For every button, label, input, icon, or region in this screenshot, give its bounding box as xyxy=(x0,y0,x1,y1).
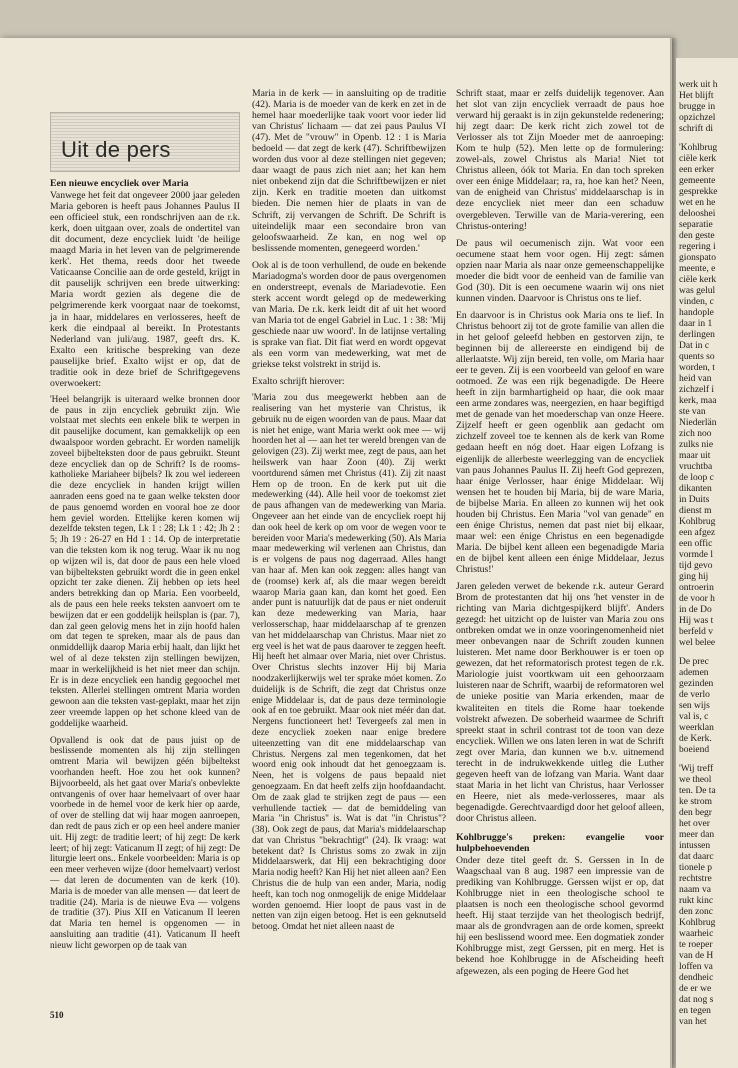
paragraph: Onder deze titel geeft dr. S. Gerssen in In de Waagschaal van 8 aug. 1987 een impressie van de prediking van Kohlbrugge. Gerssen wijst er op, dat Kohlbrugge niet in een theologische school te plaatsen is noch een theologische school gevormd heeft. Hij staat terzijde van het theologisch bedrijf, maar als de grondvragen aan de orde komen, spreekt hij een beslissend woord mee. Een dogmatiek zonder Kohlbrugge mist, zegt Gerssen, pit en merg. Het is bekend hoe Kohlbrugge in de Afscheiding heeft afgewezen, als een poging de Heere God het xyxy=(456,855,664,977)
fragment-line: een erker xyxy=(679,165,715,175)
fragment-line: meente, e xyxy=(679,264,716,274)
section-banner xyxy=(50,112,240,172)
fragment-line: het over xyxy=(679,819,710,829)
fragment-line: val is, c xyxy=(679,712,709,722)
fragment-line: was gelul xyxy=(679,286,716,296)
fragment-line: den geste xyxy=(679,231,715,241)
fragment-line xyxy=(679,135,737,143)
fragment-line: den zonc xyxy=(679,907,714,917)
paragraph: En daarvoor is in Christus ook Maria ons te lief. In Christus behoort zij tot de grote familie van allen die in het geloof geleefd hebben en gestorven zijn, te beginnen bij de allereerste en eindigend bij de allerlaatste. Wij zijn bereid, ten volle, om Maria haar eer te geven. Zij is een voorbeeld van geloof en ware ootmoed. Ze was een rijk begenadigde. De Heere heeft in zijn barmhartigheid op haar, die ook maar een arme zondares was, neergezien, en haar begiftigd met de genade van het moederschap van onze Heere. Zijzelf heeft er geen ogenblik aan gedacht om zichzelf zoveel toe te kennen als de kerk van Rome gedaan heeft en nóg doet. Haar eigen Lofzang is eigenlijk de allerbeste weerlegging van de encycliek van paus Johannes Paulus II. Zij heeft God geprezen, haar énige Verlosser, haar énige Middelaar. Wij wensen het te houden bij Maria, bij de ware Maria, de bijbelse Maria. En alleen zo kunnen wij het ook houden bij Christus. Een Maria "vol van genade" en een énige Christus, nemen dat past niet bij elkaar, maar wel: een énige Christus en een begenadigde Maria. De bijbel kent alleen een begenadigde Maria en de bijbel kent alleen een énige Middelaar, Jezus Christus!' xyxy=(456,309,664,575)
article-heading: Een nieuwe encycliek over Maria xyxy=(50,178,189,189)
fragment-line: van het xyxy=(679,1017,707,1027)
column-3 xyxy=(456,88,664,1040)
paragraph: Exalto schrijft hierover: xyxy=(252,376,345,388)
fragment-line: in Duits xyxy=(679,495,710,505)
fragment-line: den begr xyxy=(679,808,712,818)
fragment-line: van de H xyxy=(679,951,714,961)
fragment-line: 'Wij treff xyxy=(679,764,714,774)
fragment-line: separatie xyxy=(679,220,713,230)
fragment-line: quents so xyxy=(679,352,715,362)
fragment-line: Kohlbrug xyxy=(679,517,716,527)
fragment-line: delooshei xyxy=(679,209,716,219)
paragraph: Maria in de kerk — in aansluiting op de traditie (42). Maria is de moeder van de kerk en zet in de hemel haar moederlijke taak voort voor ieder lid van Christus' lichaam — dat zei paus Paulus VI (47). Met de "vrouw" in Openb. 12 : 1 is Maria bedoeld — dat zegt de kerk (47). Schriftbewijzen worden dus voor al deze stellingen niet gegeven; daar waagt de paus zich niet aan; het kan hem niet onbekend zijn dat die Schriftbewijzen er niet zijn. Kerk en traditie moeten dan uitkomst bieden. Die nemen hier de plaats in van de Schrift, zij vervangen de Schrift. De Schrift is uiteindelijk maar een secondaire bron van geloofswaarheid. Ze kan, en nog wel op beslissende momenten, genegeerd worden.' xyxy=(252,88,446,254)
fragment-line: tijd gevo xyxy=(679,561,713,571)
paragraph: Jaren geleden verwet de bekende r.k. auteur Gerard Brom de protestanten dat hij ons 'het venster in de richting van Maria dichtgespijkerd blijft'. Anders gezegd: het uitzicht op de luister van Maria zou ons ontbreken omdat we in onze vooringenomenheid niet meer onbevangen naar de Schrift zouden kunnen luisteren. Met name door Berkhouwer is er toen op gewezen, dat het reformatorisch protest tegen de r.k. Mariologie juist voortkwam uit een gehoorzaam luisteren naar de Schrift, waarbij de reformatoren wel de unieke positie van Maria erkenden, maar de kwaliteiten en titels die Rome haar toekende volstrekt afwezen. De soberheid waarmee de Schrift spreekt staat in schril contrast tot de toon van deze encycliek. Willen we ons laten leren in wat de Schrift zegt over Maria, dan kunnen we b.v. uitnemend terecht in de indrukwekkende uitleg die Luther gegeven heeft van de lofzang van Maria. Want daar staat Maria in het licht van Christus, haar Verlosser en Heere, niet als mede-verlosseres, maar als begenadigde. Gerechtvaardigd door het geloof alleen, door Christus alleen. xyxy=(456,581,664,824)
fragment-line: gemeente xyxy=(679,176,716,186)
page-number: 510 xyxy=(50,1010,64,1020)
fragment-line: gezinden xyxy=(679,679,714,689)
paragraph: Schrift staat, maar er zelfs duidelijk tegenover. Aan het slot van zijn encycliek verraadt de paus hoe verward hij geraakt is in zijn gekunstelde redenering; hij zegt daar: De kerk richt zich zowel tot de Verlosser als tot Zijn Moeder met de aanroeping: Kom te hulp (52). Men lette op de formulering: zowel-als, zowel Christus als Maria! Niet tot Christus alleen, óók tot Maria. En dan toch spreken over een énige Middelaar; ra, ra, hoe kan het? Neen, van de enigheid van Christus' middelaarschap is in deze encycliek niet meer dan een schaduw overgebleven. Terwille van de Maria-verering, een Christus-ontering! xyxy=(456,88,664,232)
column-3-article-2 xyxy=(456,855,664,977)
fragment-line xyxy=(679,756,737,764)
fragment-line: we theol xyxy=(679,775,712,785)
fragment-line: Hij was t xyxy=(679,616,714,626)
column-1-body xyxy=(50,190,240,389)
fragment-line: een offic xyxy=(679,539,713,549)
fragment-line: ciële kerk xyxy=(679,275,717,285)
fragment-line: ademen xyxy=(679,668,709,678)
fragment-line: zich noo xyxy=(679,429,712,439)
paragraph: Opvallend is ook dat de paus juist op de beslissende momenten als hij zijn stellingen omtrent Maria wil bewijzen géén bijbeltekst voorhanden heeft. Hoe zou het ook kunnen? Bijvoorbeeld, als het gaat over Maria's onbevlekte ontvangenis of over haar hemelvaart of over haar voorbede in de hemel voor de kerk hier op aarde, of over de stelling dat wij haar mogen aanroepen, dan redt de paus zich er op een heel andere manier uit. Hij zegt: de traditie leert; of hij zegt: De kerk leert; of hij zegt: Vaticanum II zegt; of hij zegt: De liturgie leert ons.. Enkele voorbeelden: Maria is op een meer verheven wijze (door hemelvaart) verlost — dat leren de documenten van de kerk (10). Maria is de moeder van alle mensen — dat leert de traditie (24). Maria is de nieuwe Eva — volgens de traditie (37). Pius XII en Vaticanum II leeren dat Maria ten hemel is opgenomen — in aansluiting aan traditie (41). Vaticanum II heeft nieuw licht geworpen op de taak van xyxy=(50,735,240,951)
fragment-line: en tegen xyxy=(679,1006,711,1016)
fragment-line: worden, t xyxy=(679,363,715,373)
fragment-line: handople xyxy=(679,308,714,318)
column-1-quote xyxy=(50,395,240,952)
fragment-line: ciële kerk xyxy=(679,154,717,164)
right-page xyxy=(676,58,738,1068)
fragment-line: ke strom xyxy=(679,797,712,807)
fragment-line: de er we xyxy=(679,984,712,994)
fragment-line: werk uit h xyxy=(679,80,718,90)
fragment-line: Dat in c xyxy=(679,341,710,351)
fragment-line: de verlo xyxy=(679,690,710,700)
fragment-line: derlingen xyxy=(679,330,715,340)
fragment-line: de voor h xyxy=(679,594,715,604)
fragment-line: regering i xyxy=(679,242,716,252)
fragment-line: Kohlbrug xyxy=(679,918,716,928)
fragment-line: wet en he xyxy=(679,198,716,208)
right-page-column xyxy=(679,80,737,1027)
fragment-line: ontroerin xyxy=(679,583,714,593)
fragment-line: naam va xyxy=(679,885,711,895)
fragment-line: opzichzel xyxy=(679,113,716,123)
fragment-line: de Kerk. xyxy=(679,734,712,744)
fragment-line: meer dan xyxy=(679,830,715,840)
fragment-line: dendheic xyxy=(679,973,714,983)
section-title: Uit de pers xyxy=(61,137,171,162)
fragment-line: dienst m xyxy=(679,506,712,516)
fragment-line: De prec xyxy=(679,657,709,667)
column-2-body xyxy=(252,88,446,387)
fragment-line: maar uit xyxy=(679,451,711,461)
fragment-line: loffen va xyxy=(679,962,713,972)
fragment-line: Niederlän xyxy=(679,418,717,428)
fragment-line: Het blijft xyxy=(679,91,714,101)
fragment-line: heid van xyxy=(679,374,712,384)
fragment-line: zulks nie xyxy=(679,440,714,450)
column-2 xyxy=(252,88,446,980)
fragment-line: te roeper xyxy=(679,940,713,950)
fragment-line: daar in 1 xyxy=(679,319,713,329)
fragment-line: ste van xyxy=(679,407,706,417)
fragment-line: tionele p xyxy=(679,863,712,873)
fragment-line: rechtstre xyxy=(679,874,712,884)
fragment-line: dat nog s xyxy=(679,995,714,1005)
fragment-line: intussen xyxy=(679,841,711,851)
fragment-line: wel belee xyxy=(679,638,716,648)
column-1 xyxy=(50,178,240,1008)
paragraph: Vanwege het feit dat ongeveer 2000 jaar geleden Maria geboren is heeft paus Johannes Paulus II een officieel stuk, een rondschrijven aan de r.k. kerk, doen uitgaan over, zoals de ondertitel van dit document, deze encycliek luidt 'de heilige maagd Maria in het leven van de pelgrimerende kerk'. Het thema, reeds door het tweede Vaticaanse Concilie aan de orde gesteld, krijgt in dit pauselijk schrijven een brede uitwerking: Maria wordt gezien als degene die de pelgrimerende kerk voorgaat naar de toekomst, ja in haar, middelares en verlosseres, heeft de kerk die eindpaal al bereikt. In Protestants Nederland van juli/aug. 1987, geeft drs. K. Exalto een kritische bespreking van deze pauselijke brief. Exalto wijst er op, dat de traditie ook in deze brief de Schriftgegevens overwoekert: xyxy=(50,190,240,389)
column-3-body xyxy=(456,88,664,824)
fragment-line: rukt kinc xyxy=(679,896,714,906)
fragment-line: vinden, c xyxy=(679,297,714,307)
paragraph: De paus wil oecumenisch zijn. Wat voor een oecumene staat hem voor ogen. Hij zegt: sámen opzien naar Maria als naar onze gemeenschappelijke moeder die bidt voor de eenheid van de familie van God (30). Dit is een oecumene waarin wij ons niet kunnen vinden. Daarvoor is Christus ons te lief. xyxy=(456,237,664,304)
fragment-line: een afgez xyxy=(679,528,716,538)
paragraph: 'Maria zou dus meegewerkt hebben aan de realisering van het mysterie van Christus, ik gebruik nu de eigen woorden van de paus. Maar dat is niet het enige, want Maria werkt ook mee — wij hoorden het al — aan het ter wereld brengen van de gelovigen (23). Zij werkt mee, zegt de paus, aan het heilswerk van haar Zoon (40). Zij werkt voortdurend sámen met Christus (41). Zij zit naast Hem op de troon. En de kerk put uit die medewerking (44). Alle heil voor de toekomst ziet de paus afhangen van de medewerking van Maria. Ongeveer aan het einde van de encycliek roept hij dan ook heel de kerk op om voor de wegen voor te bereiden voor Maria's medewerking (50). Als Maria maar medewerking wil verlenen aan Christus, dan is er volgens de paus nog dagerraad. Alles hangt van haar af. Men kan ook zeggen: alles hangt van de (roomse) kerk af, als die maar wegen bereidt waarop Maria gaan kan, dan komt het goed. Een ander punt is natuurlijk dat de paus er niet onderuit kan deze medewerking van Maria, haar verlosserschap, haar middelaarschap af te grenzen van het middelaarschap van Christus. Maar niet zo erg veel is het wat de paus daarover te zeggen heeft. Hij heeft het almaar over Maria, niet over Christus. Over Christus slechts inzover Hij bij Maria noodzakerlijkerwijs wel ter sprake móet komen. Zo duidelijk is de Schrift, die zegt dat Christus onze enige Middelaar is, dat de paus deze terminologie ook af en toe gebruikt. Maar ook niet méér dan dat. Nergens functioneert het! Tevergeefs zal men in deze encycliek zoeken naar enige bredere uiteenzetting van dit ene middelaarschap van Christus. Nergens zal men tegenkomen, dat het woord enig ook inhoudt dat het genoegzaam is. Neen, het is volgens de paus bepaald niet genoegzaam. En dat heeft zelfs zijn hoofdaandacht. Om de zaak glad te strijken zegt de paus — een verhullende tactiek — dat de bemiddeling van Maria "in Christus" is. Wat is dat "in Christus"? (38). Ook zegt de paus, dat Maria's middelaarschap dat van Christus "bekrachtigt" (24). Ik vraag: wat betekent dat? Is Christus soms zo zwak in zijn Middelaarswerk, dat Hij een bekrachtiging door Maria nodig heeft? Kan Hij het niet alleen aan? Een Christus die de hulp van een ander, Maria, nodig heeft, kan toch nog onmogelijk de enige Middelaar worden genoemd. Hier loopt de paus vast in de netten van zijn eigen betoog. Het is een geknutseld betoog. Omdat het niet alleen naast de xyxy=(252,393,446,933)
fragment-line: boeiend xyxy=(679,745,710,755)
paragraph: 'Heel belangrijk is uiteraard welke bronnen door de paus in zijn encycliek gebruikt zijn. Wie volstaat met slechts een enkele blik te werpen in dit pauselijke document, kan gemakkelijk op een dwaalspoor worden gebracht. Er worden namelijk zoveel bijbelteksten door de paus gebruikt. Steunt deze encycliek dan op de Schrift? Is de rooms-katholieke Mariaheer bijbels? Ik zou wel iedereen die deze encycliek in handen krijgt willen aanraden eens goed na te gaan welke teksten door de paus genoemd worden en vooral hoe ze door hem geviel worden. Ettelijke keren komen wij dezelfde teksten tegen, Lk 1 : 28; Lk 1 : 42; Jh 2 : 5; Jh 19 : 26-27 en Hd 1 : 14. Op de interpretatie van die teksten kom ik nog terug. Waar ik nu nog op wijzen wil is, dat door de paus een hele vloed van bijbelteksten gebruikt wordt die in geen enkel opzicht ter zake dienen. Zij hebben op iets heel anders betrekking dan op Maria. Een voorbeeld, als de paus een hele reeks teksten aanvoert om te bewijzen dat er een goddelijk heilsplan is (par. 7), dan zal geen gelovig mens het in zijn hoofd halen om dat tegen te spreken, maar als de paus dan onmiddellijk daarop Maria erbij haalt, dan lijkt het wel of al deze teksten zijn stellingen bewijzen, maar in werkelijkheid is het niet meer dan schijn. Er is in deze encycliek een handig gegoochel met teksten. Allerlei stellingen omtrent Maria worden gewoon aan die teksten vast-geplakt, maar het zijn zeer vreemde lappen op het schone kleed van de goddelijke waarheid. xyxy=(50,394,240,729)
fragment-line: de loop c xyxy=(679,473,714,483)
fragment-line: gionspato xyxy=(679,253,716,263)
fragment-line: kerk, maa xyxy=(679,396,717,406)
fragment-line: vruchtba xyxy=(679,462,713,472)
column-2-quote xyxy=(252,393,446,933)
fragment-line: schrift di xyxy=(679,124,714,134)
fragment-line: ten. De ta xyxy=(679,786,716,796)
fragment-line: brugge in xyxy=(679,102,716,112)
paragraph: Ook al is de toon verhullend, de oude en bekende Mariadogma's worden door de paus overgenomen en onderstreept, evenals de Mariadevotie. Een sterk accent wordt gelegd op de medewerking van Maria. De r.k. kerk leidt dit af uit het woord van Maria tot de engel Gabriel in Luc. 1 : 38: 'Mij geschiede naar uw woord'. In de latijnse vertaling is sprake van fiat. Dit fiat werd en wordt opgevat als een vorm van medewerking, wat met de griekse tekst volstrekt in strijd is. xyxy=(252,259,446,371)
fragment-line: weerklan xyxy=(679,723,714,733)
fragment-line: dat daarc xyxy=(679,852,714,862)
fragment-line: sen wijs xyxy=(679,701,710,711)
fragment-line: vormde l xyxy=(679,550,714,560)
fragment-line: zichzelf i xyxy=(679,385,715,395)
fragment-line: waarheic xyxy=(679,929,714,939)
fragment-line: dikanten xyxy=(679,484,712,494)
fragment-line: berfeld v xyxy=(679,627,714,637)
fragment-line xyxy=(679,649,737,657)
fragment-line: ging hij xyxy=(679,572,709,582)
fragment-line: gesprekke xyxy=(679,187,718,197)
fragment-line: in de Do xyxy=(679,605,712,615)
article-heading-2: Kohlbrugge's preken: evangelie voor hulpbehoevenden xyxy=(456,832,664,855)
fragment-line: 'Kohlbrug xyxy=(679,143,718,153)
